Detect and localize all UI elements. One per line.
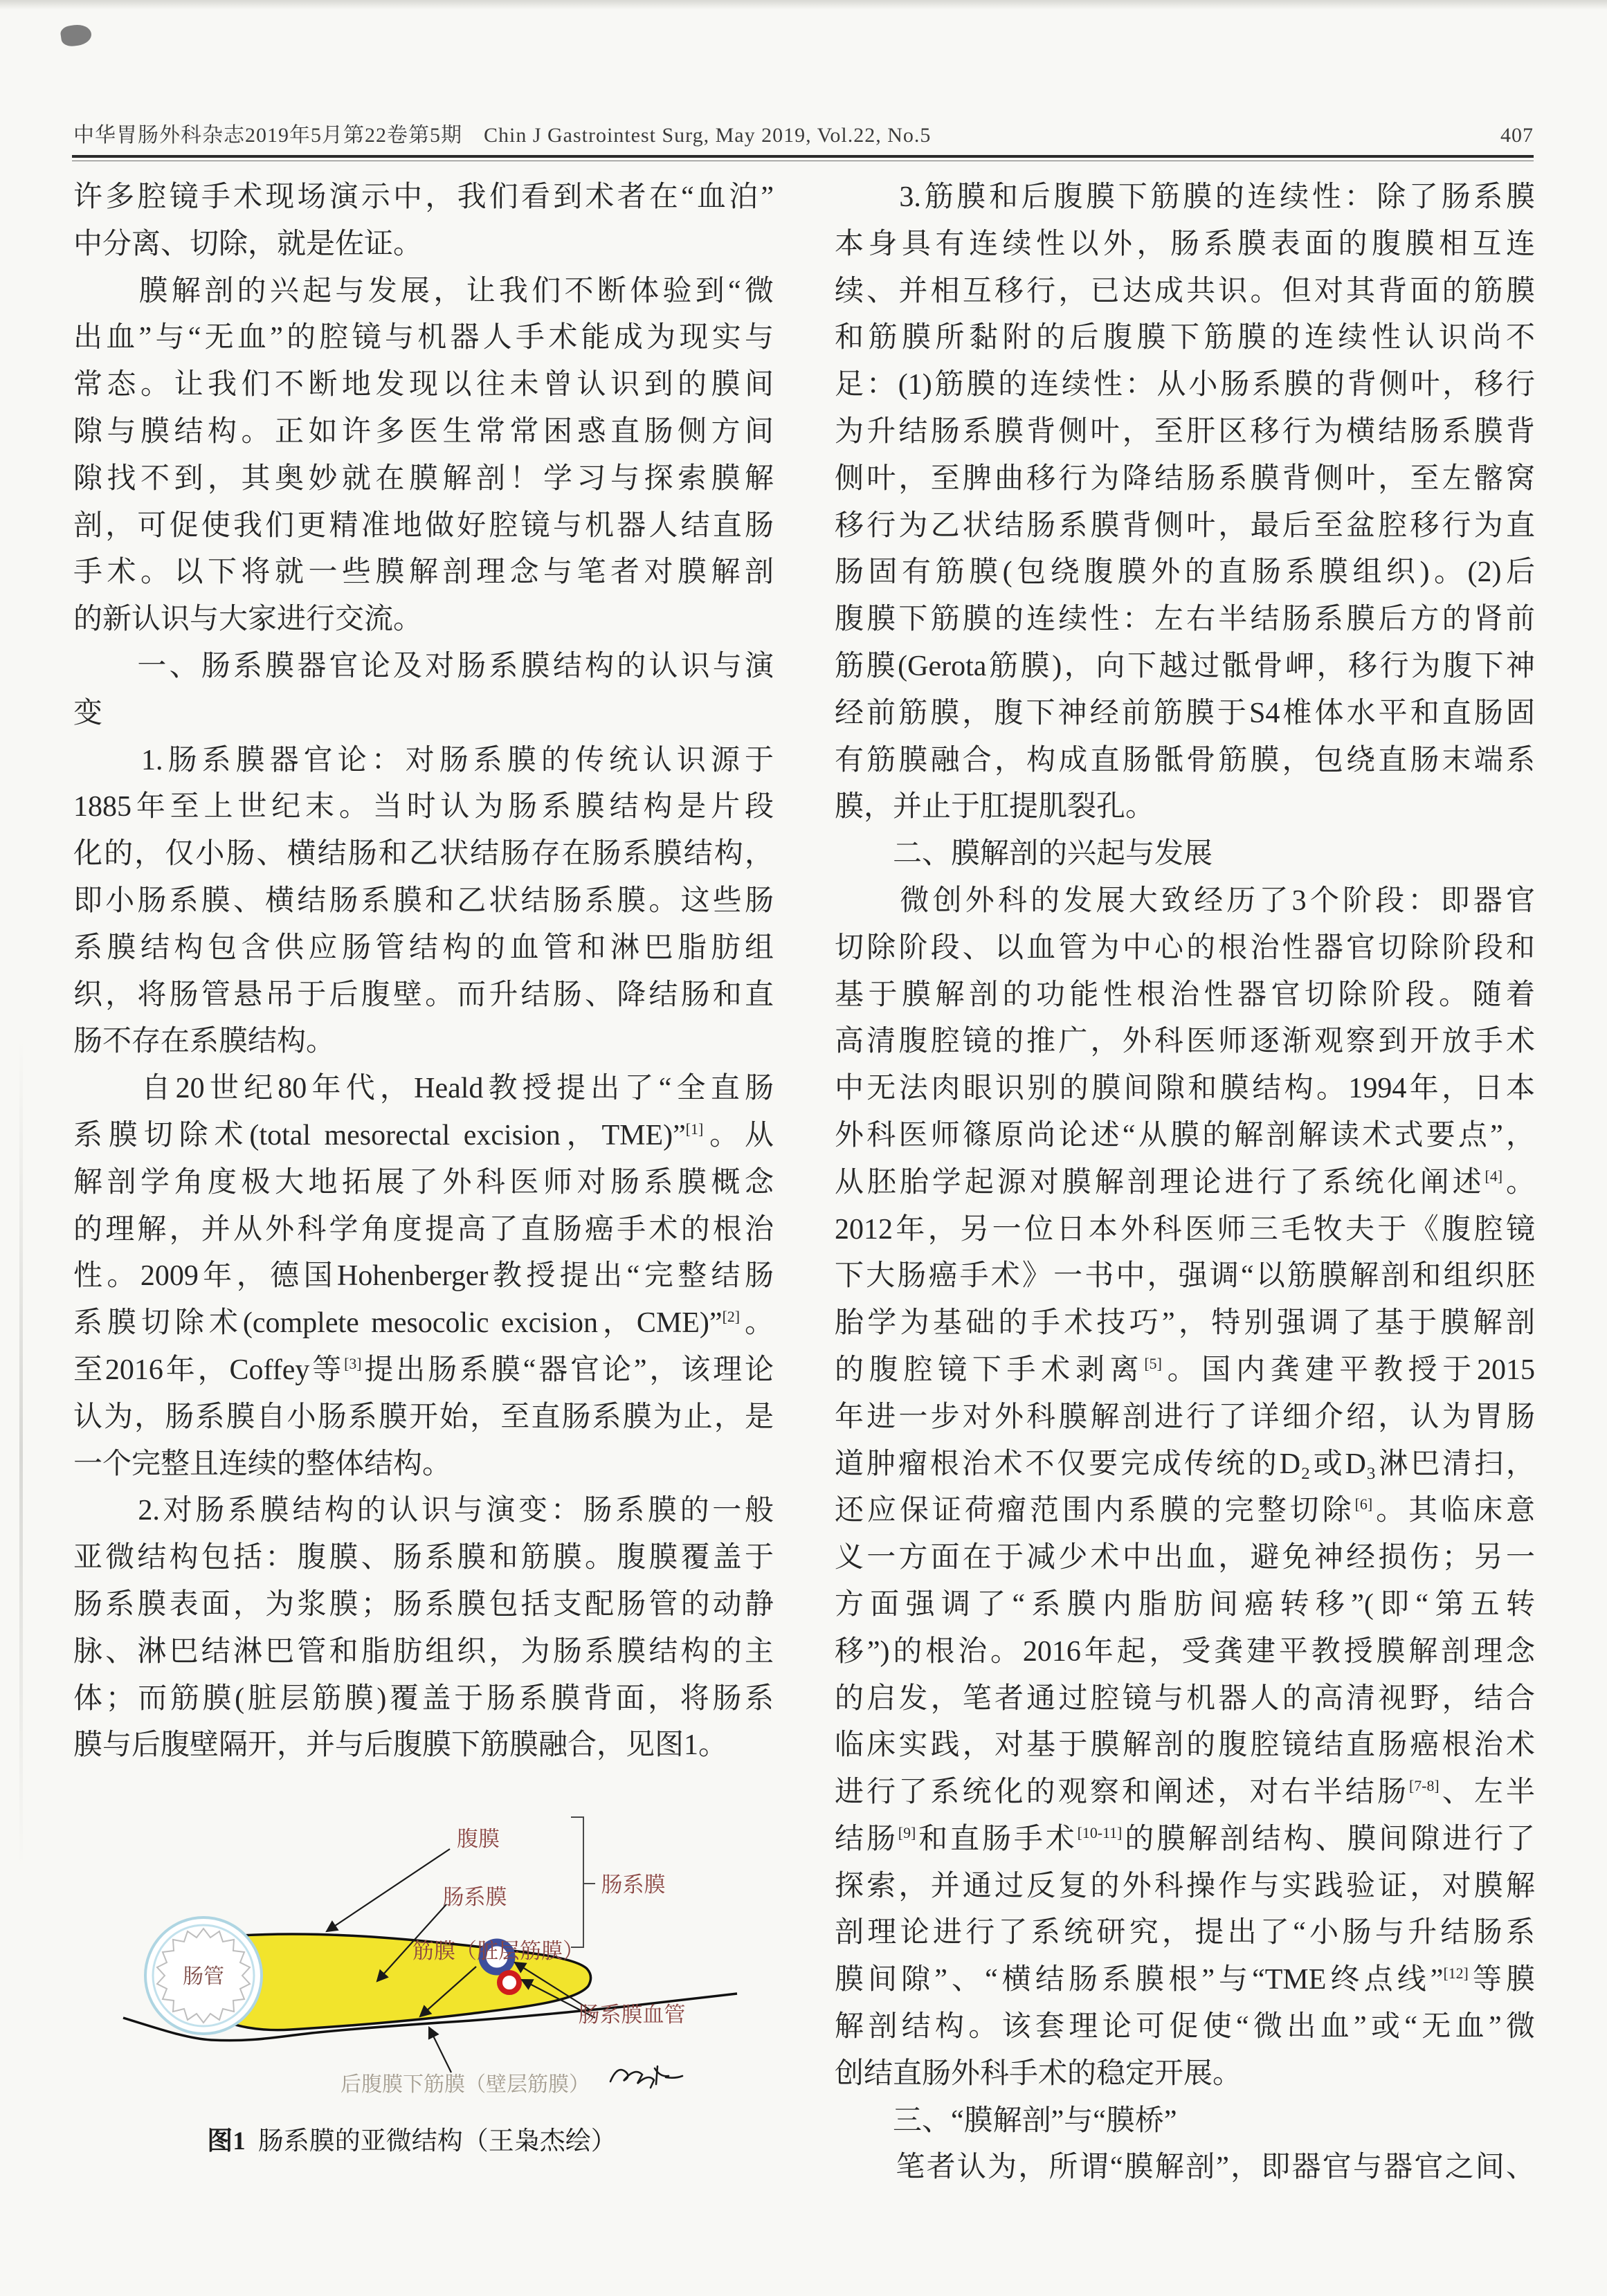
text-line: 一个完整且连续的整体结构。 — [73, 1448, 452, 1480]
text-line: 隙找不到，其奥妙就在膜解剖！学习与探索膜解 — [73, 462, 774, 495]
text-line: 有筋膜融合，构成直肠骶骨筋膜，包绕直肠末端系 — [835, 744, 1535, 776]
text-line: 许多腔镜手术现场演示中，我们看到术者在“血泊” — [73, 181, 774, 213]
text-line: 三、“膜解剖”与“膜桥” — [835, 2104, 1177, 2137]
journal-title-line: 中华胃肠外科杂志2019年5月第22卷第5期 Chin J Gastrointest Surg, May 2019, Vol.22, No.5 — [73, 124, 932, 147]
text-line: 认为，肠系膜自小肠系膜开始，至直肠系膜为止，是 — [73, 1401, 774, 1433]
left-text-column — [73, 174, 774, 1769]
mesentery-diagram — [83, 1771, 830, 2228]
text-line: 变 — [73, 697, 103, 729]
text-line: 系膜结构包含供应肠管结构的血管和淋巴脂肪组 — [73, 931, 774, 964]
text-line: 还应保证荷瘤范围内系膜的完整切除[6]。其临床意 — [835, 1495, 1535, 1527]
text-line: 出血”与“无血”的腔镜与机器人手术能成为现实与 — [73, 322, 774, 354]
text-line: 膜，并止于肛提肌裂孔。 — [835, 791, 1155, 823]
text-line: 肠不存在系膜结构。 — [73, 1026, 336, 1058]
text-line: 织，将肠管悬吊于后腹壁。而升结肠、降结肠和直 — [73, 978, 774, 1011]
text-line: 移”)的根治。2016年起，受龚建平教授膜解剖理念 — [835, 1635, 1535, 1668]
text-line: 自20世纪80年代，Heald教授提出了“全直肠 — [73, 1073, 774, 1105]
text-line: 结肠[9]和直肠手术[10-11]的膜解剖结构、膜间隙进行了 — [835, 1823, 1535, 1855]
text-line: 年进一步对外科膜解剖进行了详细介绍，认为胃肠 — [835, 1401, 1535, 1433]
text-line: 的新认识与大家进行交流。 — [73, 603, 423, 636]
peritoneum-arrow — [327, 1849, 450, 1931]
text-line: 2.对肠系膜结构的认识与演变：肠系膜的一般 — [73, 1495, 774, 1527]
text-line: 中无法肉眼识别的膜间隙和膜结构。1994年，日本 — [835, 1073, 1535, 1105]
text-line: 足：(1)筋膜的连续性：从小肠系膜的背侧叶，移行 — [835, 369, 1535, 401]
text-line: 化的，仅小肠、横结肠和乙状结肠存在肠系膜结构， — [73, 838, 774, 871]
text-line: 外科医师篠原尚论述“从膜的解剖解读术式要点”， — [835, 1119, 1535, 1151]
text-line: 肠系膜表面，为浆膜；肠系膜包括支配肠管的动静 — [73, 1588, 774, 1621]
text-line: 至2016年，Coffey等[3]提出肠系膜“器官论”，该理论 — [73, 1354, 774, 1386]
figure-caption-tag: 图1 — [207, 2127, 246, 2156]
text-line: 腹膜下筋膜的连续性：左右半结肠系膜后方的肾前 — [835, 603, 1535, 636]
page-header — [73, 118, 1534, 148]
text-line: 为升结肠系膜背侧叶，至肝区移行为横结肠系膜背 — [835, 415, 1535, 448]
text-line: 的启发，笔者通过腔镜与机器人的高清视野，结合 — [835, 1682, 1535, 1715]
figure-caption-text: 肠系膜的亚微结构（王枭杰绘） — [257, 2127, 617, 2156]
text-line: 手术。以下将就一些膜解剖理念与笔者对膜解剖 — [73, 556, 774, 589]
text-line: 创结直肠外科手术的稳定开展。 — [835, 2057, 1242, 2090]
text-line: 临床实践，对基于膜解剖的腹腔镜结直肠癌根治术 — [835, 1729, 1535, 1762]
text-line: 笔者认为，所谓“膜解剖”，即器官与器官之间、 — [835, 2151, 1535, 2184]
fascia-label: 筋膜（脏层筋膜） — [412, 1939, 584, 1963]
text-line: 道肿瘤根治术不仅要完成传统的D₂或D₃淋巴清扫， — [835, 1448, 1535, 1480]
page-number: 407 — [1500, 124, 1534, 147]
text-line: 探索，并通过反复的外科操作与实践验证，对膜解 — [835, 1870, 1535, 1902]
text-line: 方面强调了“系膜内脂肪间癌转移”(即“第五转 — [835, 1588, 1535, 1621]
text-line: 基于膜解剖的功能性根治性器官切除阶段。随着 — [835, 978, 1535, 1011]
text-line: 膜与后腹壁隔开，并与后腹膜下筋膜融合，见图1。 — [73, 1729, 728, 1762]
scan-corner-mark — [60, 23, 93, 48]
text-line: 1885年至上世纪末。当时认为肠系膜结构是片段 — [73, 791, 774, 823]
text-line: 筋膜(Gerota筋膜)，向下越过骶骨岬，移行为腹下神 — [835, 650, 1535, 682]
text-line: 微创外科的发展大致经历了3个阶段：即器官 — [835, 884, 1535, 917]
bowel-label: 肠管 — [183, 1965, 224, 1988]
text-line: 高清腹腔镜的推广，外科医师逐渐观察到开放手术 — [835, 1026, 1535, 1058]
text-line: 2012年，另一位日本外科医师三毛牧夫于《腹腔镜 — [835, 1213, 1535, 1246]
text-line: 切除阶段、以血管为中心的根治性器官切除阶段和 — [835, 931, 1535, 964]
text-line: 进行了系统化的观察和阐述，对右半结肠[7-8]、左半 — [835, 1776, 1535, 1809]
vessels-label: 肠系膜血管 — [578, 2003, 686, 2027]
text-line: 肠固有筋膜(包绕腹膜外的直肠系膜组织)。(2)后 — [835, 556, 1535, 589]
text-line: 和筋膜所黏附的后腹膜下筋膜的连续性认识尚不 — [835, 322, 1535, 354]
text-line: 脉、淋巴结淋巴管和脂肪组织，为肠系膜结构的主 — [73, 1635, 774, 1668]
text-line: 的理解，并从外科学角度提高了直肠癌手术的根治 — [73, 1213, 774, 1246]
text-line: 解剖结构。该套理论可促使“微出血”或“无血”微 — [835, 2011, 1535, 2043]
bracket-group-label: 肠系膜 — [601, 1873, 666, 1897]
bowel-cross-section — [145, 1917, 262, 2034]
text-line: 膜间隙”、“横结肠系膜根”与“TME终点线”[12]等膜 — [835, 1964, 1535, 1996]
text-line: 侧叶，至脾曲移行为降结肠系膜背侧叶，至左髂窝 — [835, 462, 1535, 495]
text-line: 剖理论进行了系统研究，提出了“小肠与升结肠系 — [835, 1917, 1535, 1949]
text-line: 移行为乙状结肠系膜背侧叶，最后至盆腔移行为直 — [835, 509, 1535, 542]
text-line: 系膜切除术(complete mesocolic excision，CME)”[2]。 — [73, 1307, 774, 1340]
text-line: 剖，可促使我们更精准地做好腔镜与机器人结直肠 — [73, 509, 774, 542]
text-line: 即小肠系膜、横结肠系膜和乙状结肠系膜。这些肠 — [73, 884, 774, 917]
text-line: 胎学为基础的手术技巧”，特别强调了基于膜解剖 — [835, 1307, 1535, 1340]
text-line: 下大肠癌手术》一书中，强调“以筋膜解剖和组织胚 — [835, 1260, 1535, 1293]
text-line: 3.筋膜和后腹膜下筋膜的连续性：除了肠系膜 — [835, 181, 1535, 213]
text-line: 常态。让我们不断地发现以往未曾认识到的膜间 — [73, 369, 774, 401]
text-line: 经前筋膜，腹下神经前筋膜于S4椎体水平和直肠固 — [835, 697, 1535, 729]
text-line: 的腹腔镜下手术剥离[5]。国内龚建平教授于2015 — [835, 1354, 1535, 1386]
header-rule — [72, 155, 1534, 158]
text-line: 性。2009年，德国Hohenberger教授提出“完整结肠 — [73, 1260, 774, 1293]
text-line: 从胚胎学起源对膜解剖理论进行了系统化阐述[4]。 — [835, 1166, 1535, 1199]
text-line: 中分离、切除，就是佐证。 — [73, 228, 423, 260]
artist-signature — [610, 2066, 682, 2088]
retro-fascia-label: 后腹膜下筋膜（壁层筋膜） — [341, 2073, 590, 2096]
text-line: 二、膜解剖的兴起与发展 — [835, 838, 1213, 871]
text-line: 亚微结构包括：腹膜、肠系膜和筋膜。腹膜覆盖于 — [73, 1542, 774, 1574]
text-line: 义一方面在于减少术中出血，避免神经损伤；另一 — [835, 1542, 1535, 1574]
svg-text:图1肠系膜的亚微结构（王枭杰绘） — [207, 2126, 617, 2156]
text-line: 系膜切除术(total mesorectal excision，TME)”[1]。从 — [73, 1119, 774, 1151]
text-line: 膜解剖的兴起与发展，让我们不断体验到“微 — [73, 275, 774, 307]
right-text-column — [835, 174, 1535, 2192]
scan-edge-shade — [0, 0, 1607, 10]
text-line: 一、肠系膜器官论及对肠系膜结构的认识与演 — [73, 650, 774, 682]
scan-left-streak — [19, 1038, 23, 1868]
text-line: 隙与膜结构。正如许多医生常常困惑直肠侧方间 — [73, 415, 774, 448]
text-line: 解剖学角度极大地拓展了外科医师对肠系膜概念 — [73, 1166, 774, 1199]
figure-1 — [83, 1771, 830, 2228]
text-line: 续、并相互移行，已达成共识。但对其背面的筋膜 — [835, 275, 1535, 307]
mesentery-label: 肠系膜 — [442, 1885, 507, 1909]
mesentery-bracket — [571, 1817, 595, 1947]
retro-fascia-arrow — [429, 2028, 451, 2072]
text-line: 体；而筋膜(脏层筋膜)覆盖于肠系膜背面，将肠系 — [73, 1682, 774, 1715]
text-line: 本身具有连续性以外，肠系膜表面的腹膜相互连 — [835, 228, 1535, 260]
text-line: 1.肠系膜器官论：对肠系膜的传统认识源于 — [73, 744, 774, 776]
peritoneum-label: 腹膜 — [457, 1827, 500, 1851]
